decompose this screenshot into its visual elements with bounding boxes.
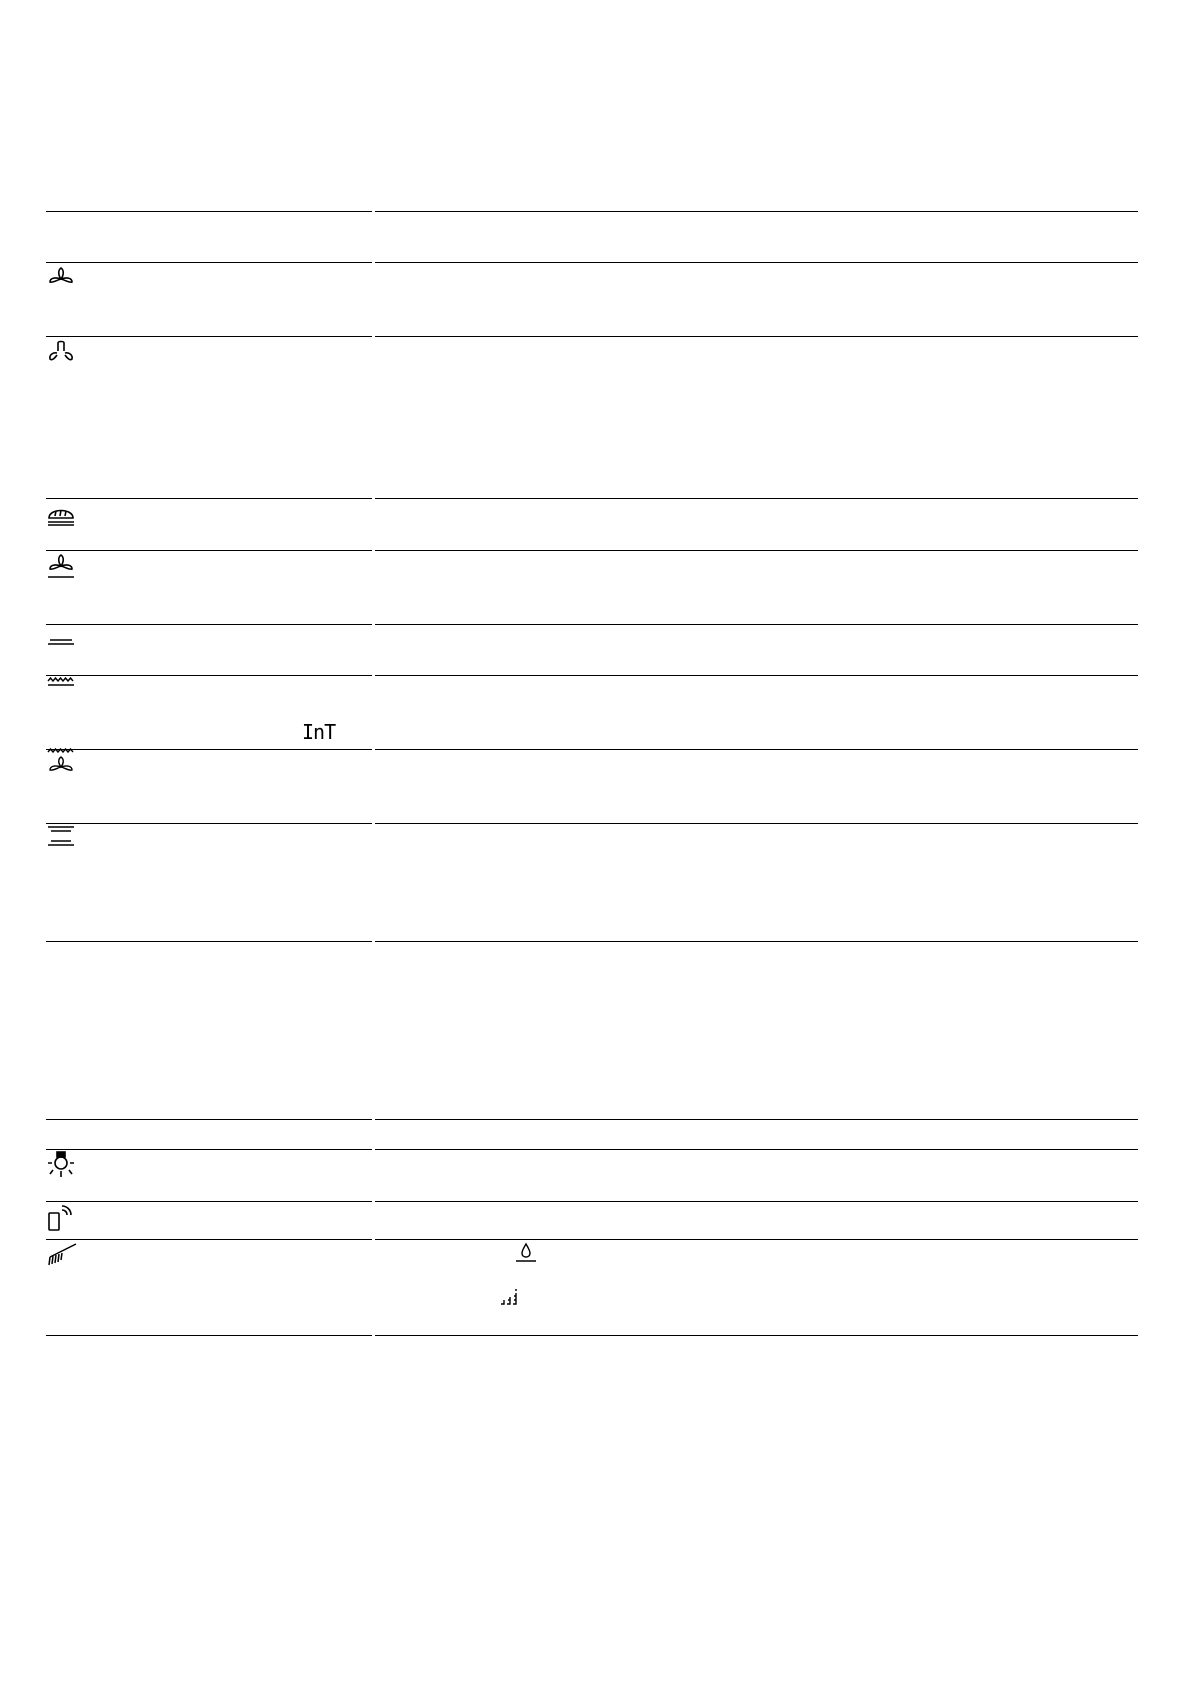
table2-top-rule: [46, 1119, 1138, 1120]
water-drop-icon: [515, 1242, 537, 1264]
table1-row-rule: [46, 675, 1138, 676]
top-bottom-eco-icon: [46, 823, 76, 853]
table1-header-rule: [46, 262, 1138, 263]
table1-row-rule: [46, 550, 1138, 551]
table1-top-rule: [46, 211, 1138, 212]
bread-baking-icon: [46, 502, 76, 532]
eco-hot-air-fan-icon: [46, 339, 76, 369]
circulated-air-grilling-icon: [46, 748, 76, 778]
bottom-heat-fan-icon: [46, 553, 76, 583]
table1-row-rule: [46, 823, 1138, 824]
oven-light-icon: [46, 1151, 76, 1181]
table2-row-rule: [46, 1201, 1138, 1202]
table1-row-rule: [46, 336, 1138, 337]
table2-row-rule: [46, 1239, 1138, 1240]
cleaning-brush-icon: [46, 1241, 76, 1271]
table2-bottom-rule: [46, 1335, 1138, 1336]
steam-steps-icon: [500, 1287, 520, 1307]
table1-row-rule: [46, 498, 1138, 499]
table2-header-rule: [46, 1149, 1138, 1150]
table1-row-rule: [46, 749, 1138, 750]
table1-bottom-rule: [46, 941, 1138, 942]
3d-hot-air-fan-icon: [46, 265, 76, 295]
column-gap: [372, 1113, 375, 1339]
top-bottom-heating-icon: [46, 630, 76, 660]
column-gap: [372, 205, 375, 945]
remote-start-icon: [46, 1204, 76, 1234]
display-code-int: InT: [302, 720, 336, 744]
full-surface-grill-icon: [46, 673, 76, 703]
table1-row-rule: [46, 624, 1138, 625]
